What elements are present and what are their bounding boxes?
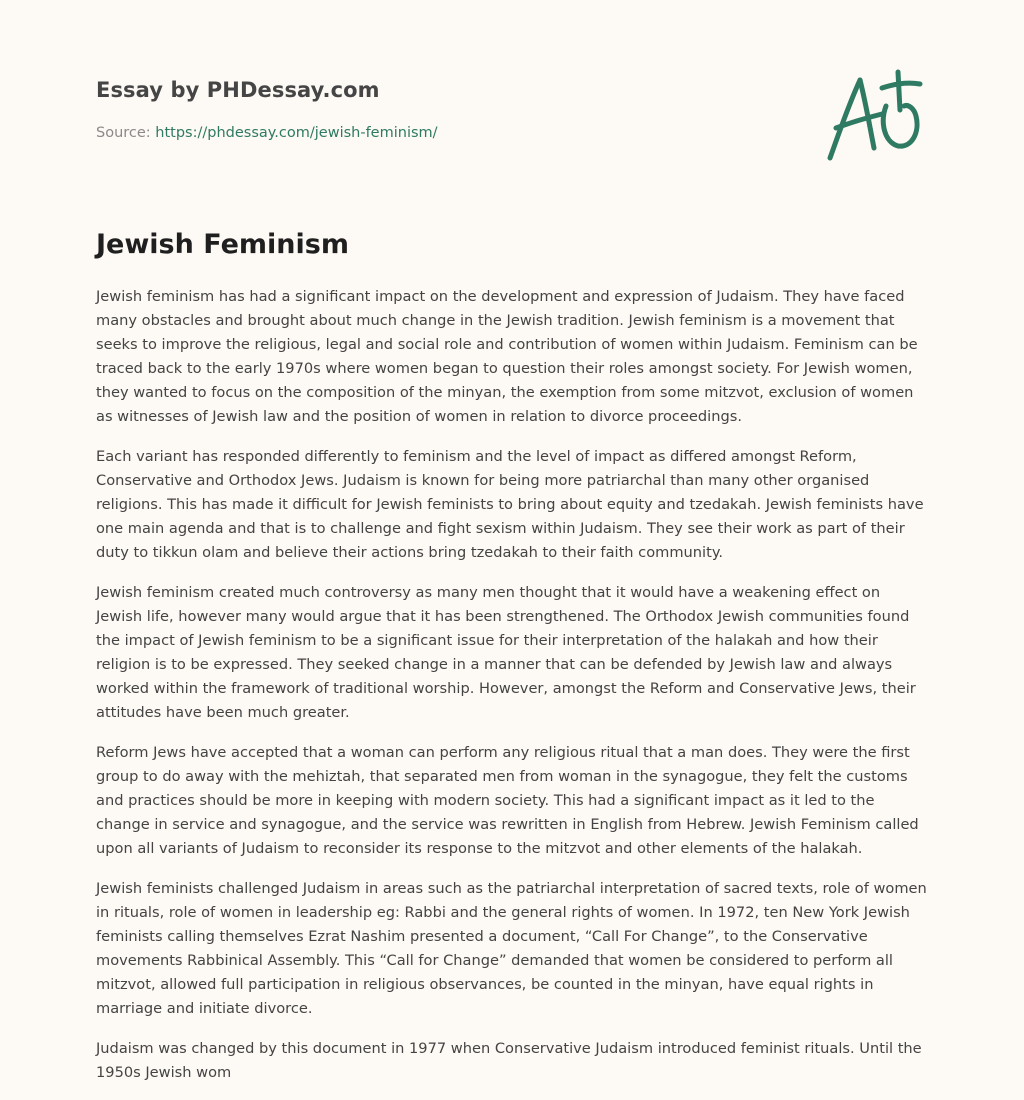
brand-title: Essay by PHDessay.com: [96, 78, 380, 102]
essay-paragraph: Reform Jews have accepted that a woman can perform any religious ritual that a man does. They were the first group to do away with the mehiztah, that separated men from woman in the synagogue, they felt the customs and practices should be more in keeping with modern society. This had a significant impact as it led to the change in service and synagogue, and the service was rewritten in English from Hebrew. Jewish Feminism called upon all variants of Judaism to reconsider its response to the mitzvot and other elements of the halakah.: [96, 744, 919, 857]
essay-title: Jewish Feminism: [96, 229, 349, 260]
source-link[interactable]: https://phdessay.com/jewish-feminism/: [155, 125, 438, 141]
essay-paragraph: Each variant has responded differently to feminism and the level of impact as differed amongst Reform, Conservative and Orthodox Jews. Judaism is known for being more patriarchal than many other organised religions. This has made it difficult for Jewish feminists to bring about equity and tzedakah. Jewish feminists have one main agenda and that is to challenge and fight sexism within Judaism. They see their work as part of their duty to tikkun olam and believe their actions bring tzedakah to their faith community.: [96, 448, 924, 561]
essay-paragraph: Jewish feminism created much controversy as many men thought that it would have a weakening effect on Jewish life, however many would argue that it has been strengthened. The Orthodox Jewish communities found the impact of Jewish feminism to be a significant issue for their interpretation of the halakah and how their religion is to be expressed. They seeked change in a manner that can be defended by Jewish law and always worked within the framework of traditional worship. However, amongst the Reform and Conservative Jews, their attitudes have been much greater.: [96, 584, 916, 721]
essay-paragraph: Jewish feminism has had a significant impact on the development and expression of Judaism. They have faced many obstacles and brought about much change in the Jewish tradition. Jewish feminism is a movement that seeks to improve the religious, legal and social role and contribution of women within Judaism. Feminism can be traced back to the early 1970s where women began to question their roles amongst society. For Jewish women, they wanted to focus on the composition of the minyan, the exemption from some mitzvot, exclusion of women as witnesses of Jewish law and the position of women in relation to divorce proceedings.: [96, 288, 918, 425]
source-line: [96, 123, 656, 143]
site-header: [96, 74, 656, 143]
essay-paragraph: Jewish feminists challenged Judaism in areas such as the patriarchal interpretation of sacred texts, role of women in rituals, role of women in leadership eg: Rabbi and the general rights of women. In 1972, ten New York Jewish feminists calling themselves Ezrat Nashim presented a document, “Call For Change”, to the Conservative movements Rabbinical Assembly. This “Call for Change” demanded that women be considered to perform all mitzvot, allowed full participation in religious observances, be counted in the minyan, have equal rights in marriage and initiate divorce.: [96, 880, 927, 1017]
source-label: Source:: [96, 125, 151, 141]
a-plus-grade-icon: [822, 66, 926, 166]
essay-body: [96, 285, 930, 1100]
essay-paragraph: Judaism was changed by this document in 1977 when Conservative Judaism introduced feminist rituals. Until the 1950s Jewish wom: [96, 1040, 922, 1081]
